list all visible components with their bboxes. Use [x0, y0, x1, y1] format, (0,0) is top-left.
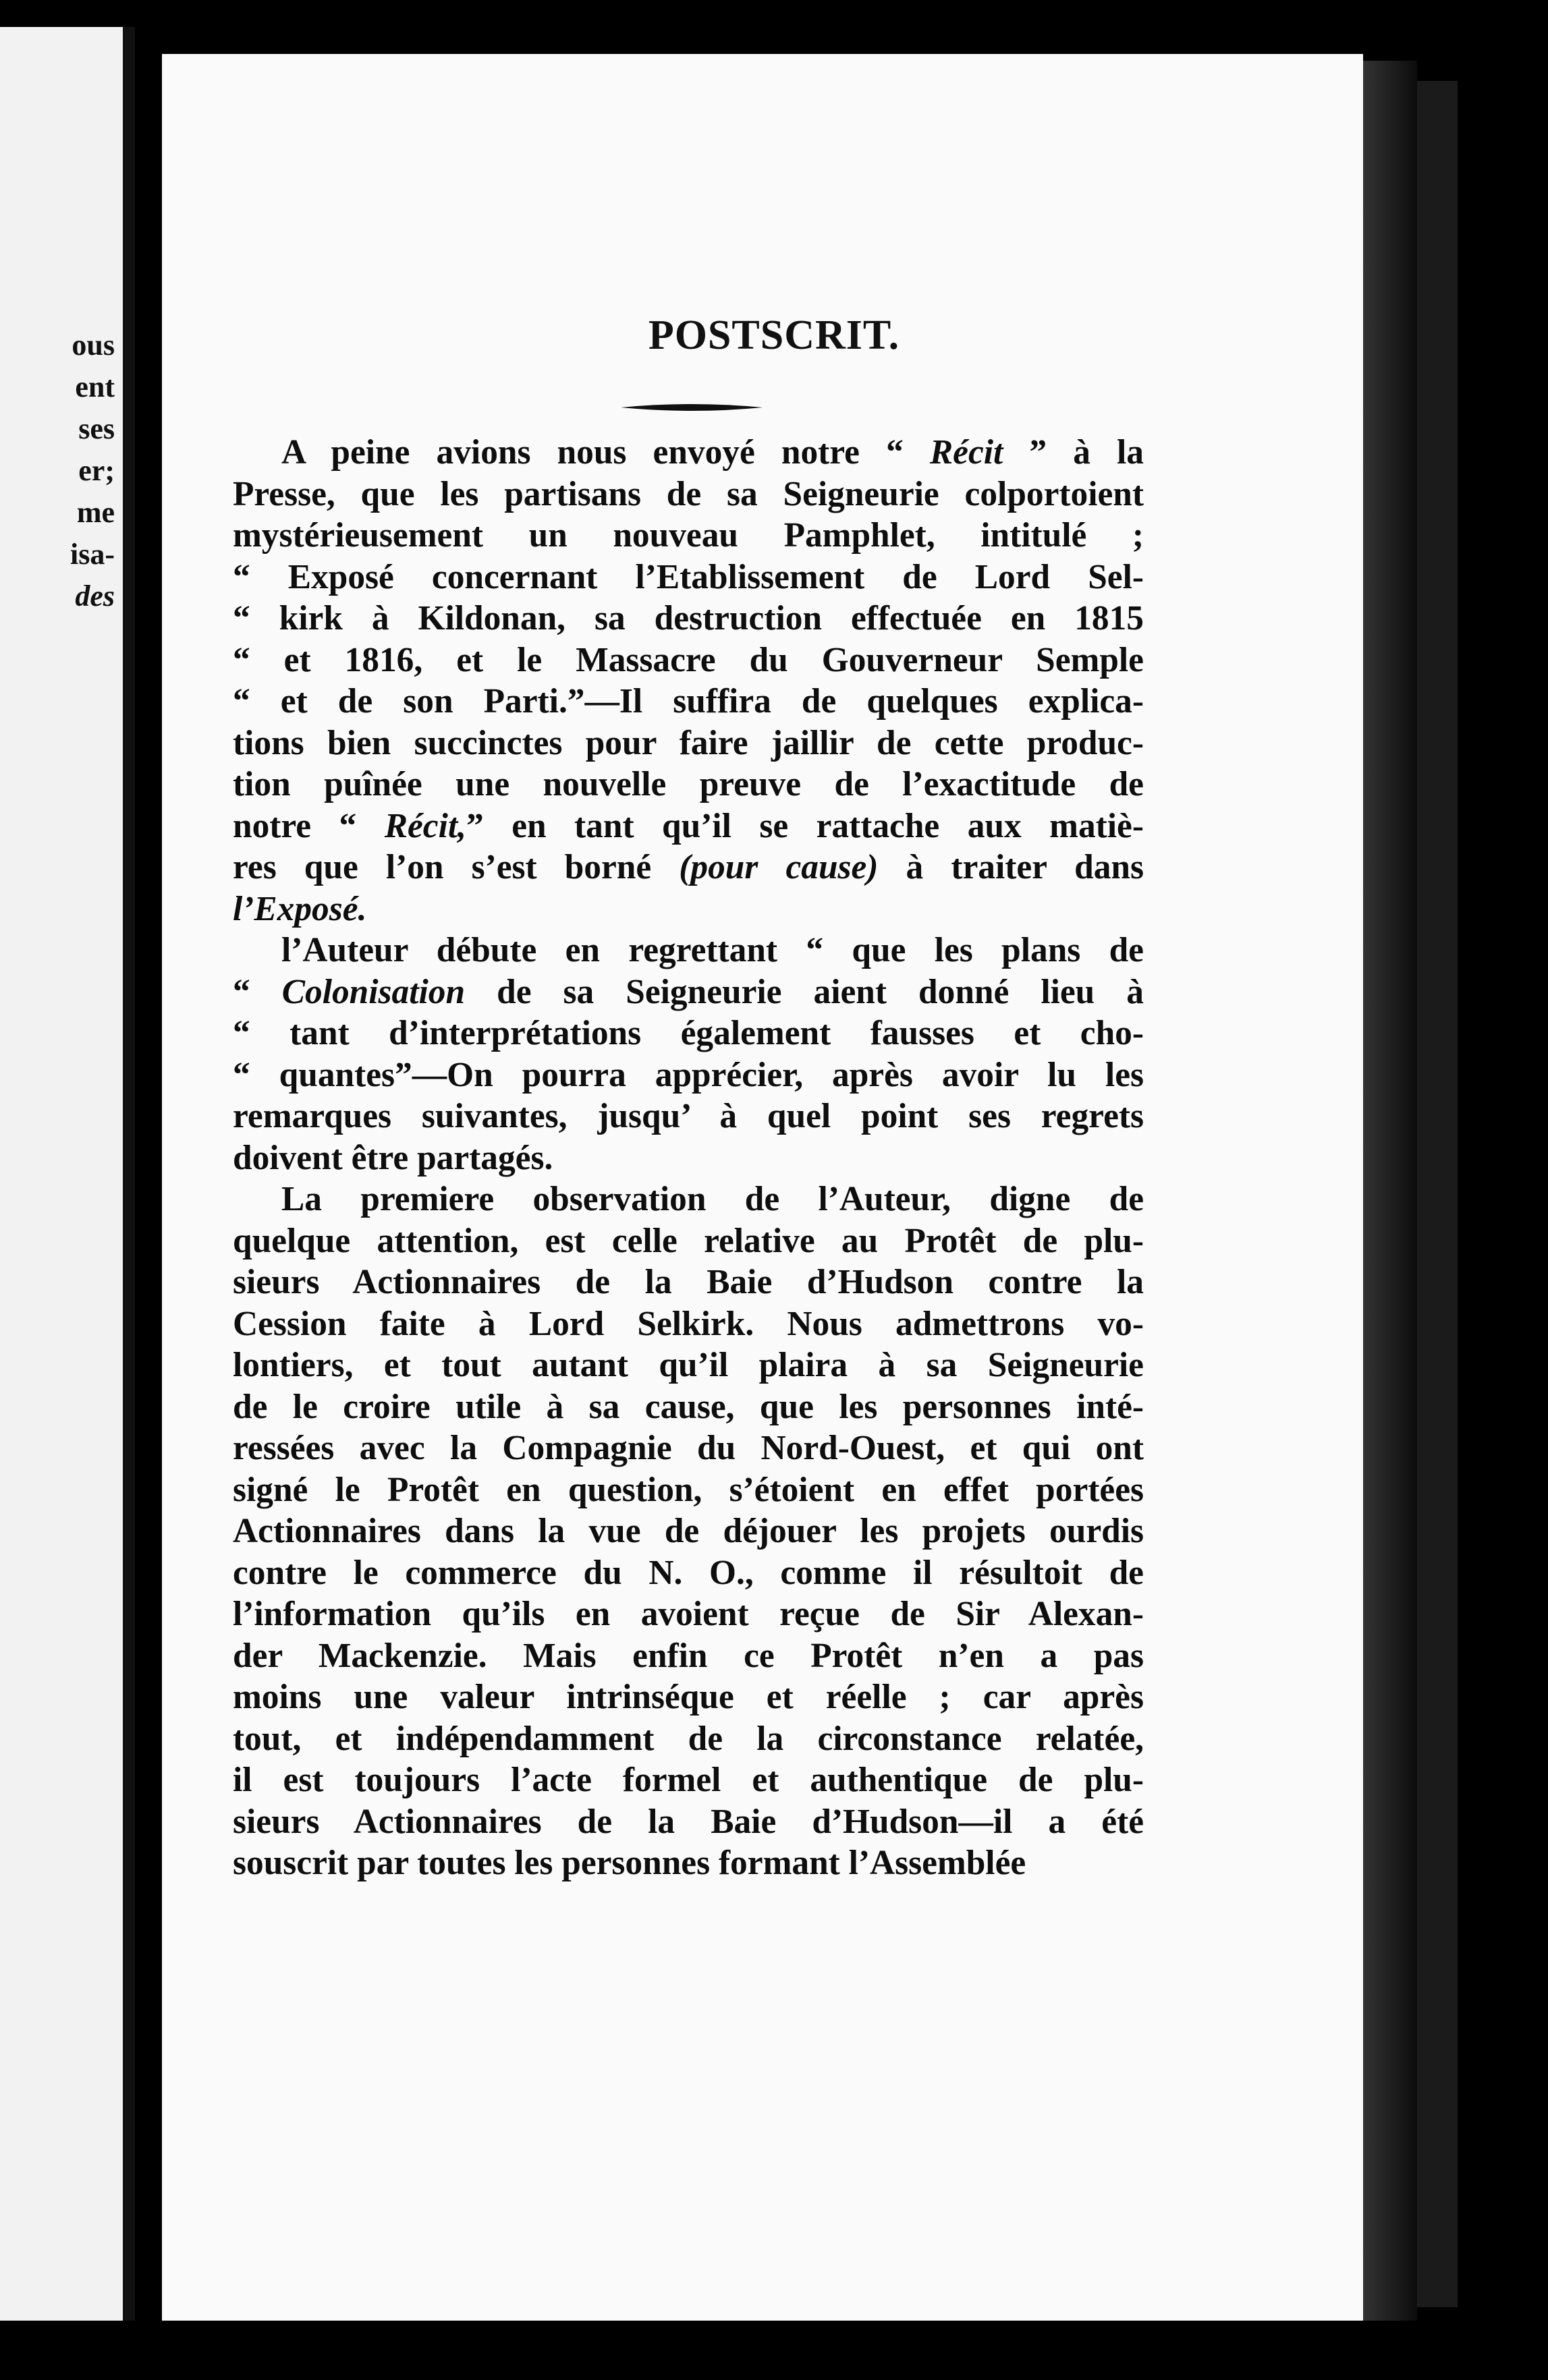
- italic-run: Récit: [929, 433, 1003, 472]
- text-run: l’Auteur débute en regrettant “ que les plans de: [281, 931, 1144, 969]
- text-line: [233, 1801, 1144, 1843]
- page-edge-shadow: [1363, 61, 1417, 2321]
- text-line: [233, 474, 1144, 515]
- text-line: [233, 1096, 1144, 1137]
- italic-run: l’Exposé.: [233, 889, 367, 928]
- text-line: [233, 805, 1144, 847]
- text-line: [233, 1427, 1144, 1469]
- text-line: [233, 888, 1144, 930]
- text-run: tout, et indépendamment de la circonstance relatée,: [233, 1719, 1144, 1758]
- text-line: [233, 1635, 1144, 1677]
- italic-run: (pour cause): [679, 848, 879, 886]
- book-cover-edge: [1417, 81, 1458, 2307]
- text-run: “: [233, 972, 282, 1011]
- text-run: souscrit par toutes les personnes formant l’Assemblée: [233, 1844, 1026, 1882]
- title-ornament-rule: [621, 403, 763, 412]
- text-run: moins une valeur intrinséque et réelle ; car après: [233, 1678, 1144, 1716]
- text-line: [233, 1262, 1144, 1303]
- text-line: [233, 1510, 1144, 1552]
- gutter-shadow: [123, 27, 135, 2321]
- text-run: Cession faite à Lord Selkirk. Nous admettrons vo-: [233, 1304, 1144, 1343]
- text-run: remarques suivantes, jusqu’ à quel point ses regrets: [233, 1097, 1144, 1135]
- text-run: “ kirk à Kildonan, sa destruction effectuée en 1815: [233, 599, 1144, 638]
- text-run: der Mackenzie. Mais enfin ce Protêt n’en a pas: [233, 1636, 1144, 1675]
- text-run: “ et de son Parti.”—Il suffira de quelques explica-: [233, 682, 1144, 720]
- text-run: tion puînée une nouvelle preuve de l’exactitude de: [233, 765, 1144, 803]
- text-line: [233, 1303, 1144, 1345]
- text-line: [233, 847, 1144, 888]
- text-run: notre “: [233, 806, 385, 845]
- text-line: [233, 930, 1144, 971]
- text-run: “ et 1816, et le Massacre du Gouverneur Semple: [233, 640, 1144, 679]
- italic-run: Colonisation: [281, 972, 466, 1011]
- text-line: [233, 1386, 1144, 1428]
- paragraph: [233, 1179, 1144, 1884]
- text-run: signé le Protêt en question, s’étoient en effet portées: [233, 1470, 1144, 1509]
- text-run: sieurs Actionnaires de la Baie d’Hudson—il a été: [233, 1802, 1144, 1841]
- text-line: [233, 1593, 1144, 1635]
- text-line: [233, 1013, 1144, 1054]
- text-line: [233, 681, 1144, 722]
- text-line: [233, 557, 1144, 598]
- facing-page-fragment: ses: [78, 412, 115, 445]
- text-run: tions bien succinctes pour faire jaillir de cette produc-: [233, 723, 1144, 762]
- text-run: de le croire utile à sa cause, que les personnes inté-: [233, 1387, 1144, 1426]
- text-line: [233, 971, 1144, 1013]
- text-line: [233, 1842, 1144, 1884]
- text-run: ” en tant qu’il se rattache aux matiè-: [466, 806, 1144, 845]
- text-line: [233, 1759, 1144, 1801]
- text-line: [233, 1469, 1144, 1511]
- italic-run: Récit,: [384, 806, 467, 845]
- text-line: [233, 1552, 1144, 1594]
- paragraph: [233, 930, 1144, 1179]
- facing-page-fragment: des: [75, 579, 115, 613]
- text-run: lontiers, et tout autant qu’il plaira à sa Seigneurie: [233, 1346, 1144, 1384]
- text-line: [233, 764, 1144, 805]
- text-run: à traiter dans: [878, 848, 1144, 886]
- text-run: “ quantes”—On pourra apprécier, après avoir lu les: [233, 1055, 1144, 1094]
- text-line: [233, 1344, 1144, 1386]
- text-run: ressées avec la Compagnie du Nord-Ouest, et qui ont: [233, 1429, 1144, 1467]
- text-line: [233, 640, 1144, 681]
- paragraph: [233, 432, 1144, 930]
- text-run: l’information qu’ils en avoient reçue de Sir Alexan-: [233, 1595, 1144, 1633]
- text-line: [233, 432, 1144, 474]
- text-run: Actionnaires dans la vue de déjouer les projets ourdis: [233, 1512, 1144, 1550]
- text-run: A peine avions nous envoyé notre “: [281, 433, 930, 472]
- facing-page-fragment: isa-: [70, 538, 115, 571]
- text-run: il est toujours l’acte formel et authentique de plu-: [233, 1761, 1144, 1799]
- text-line: [233, 1054, 1144, 1096]
- facing-page-fragment: ent: [75, 370, 115, 403]
- text-line: [233, 722, 1144, 764]
- text-run: ” à la: [1003, 433, 1144, 472]
- text-run: “ tant d’interprétations également fausses et cho-: [233, 1014, 1144, 1052]
- body-text: [233, 432, 1144, 1884]
- text-run: Presse, que les partisans de sa Seigneurie colportoient: [233, 474, 1144, 513]
- text-line: [233, 1220, 1144, 1262]
- text-line: [233, 598, 1144, 640]
- facing-page-fragment: me: [76, 496, 115, 529]
- text-run: “ Exposé concernant l’Etablissement de Lord Sel-: [233, 557, 1144, 596]
- text-line: [233, 515, 1144, 557]
- page-title: POSTSCRIT.: [648, 312, 900, 358]
- text-run: de sa Seigneurie aient donné lieu à: [465, 972, 1144, 1011]
- text-run: mystérieusement un nouveau Pamphlet, intitulé ;: [233, 516, 1144, 555]
- text-run: sieurs Actionnaires de la Baie d’Hudson contre la: [233, 1263, 1144, 1301]
- text-run: doivent être partagés.: [233, 1138, 553, 1177]
- text-line: [233, 1676, 1144, 1718]
- facing-page: [0, 27, 135, 2321]
- facing-page-fragment: ous: [72, 329, 115, 362]
- text-run: La premiere observation de l’Auteur, digne de: [281, 1180, 1144, 1218]
- text-line: [233, 1137, 1144, 1179]
- text-run: contre le commerce du N. O., comme il résultoit de: [233, 1553, 1144, 1592]
- text-line: [233, 1179, 1144, 1220]
- text-run: quelque attention, est celle relative au Protêt de plu-: [233, 1221, 1144, 1260]
- text-run: res que l’on s’est borné: [233, 848, 680, 886]
- facing-page-fragment: er;: [78, 454, 115, 487]
- text-line: [233, 1718, 1144, 1760]
